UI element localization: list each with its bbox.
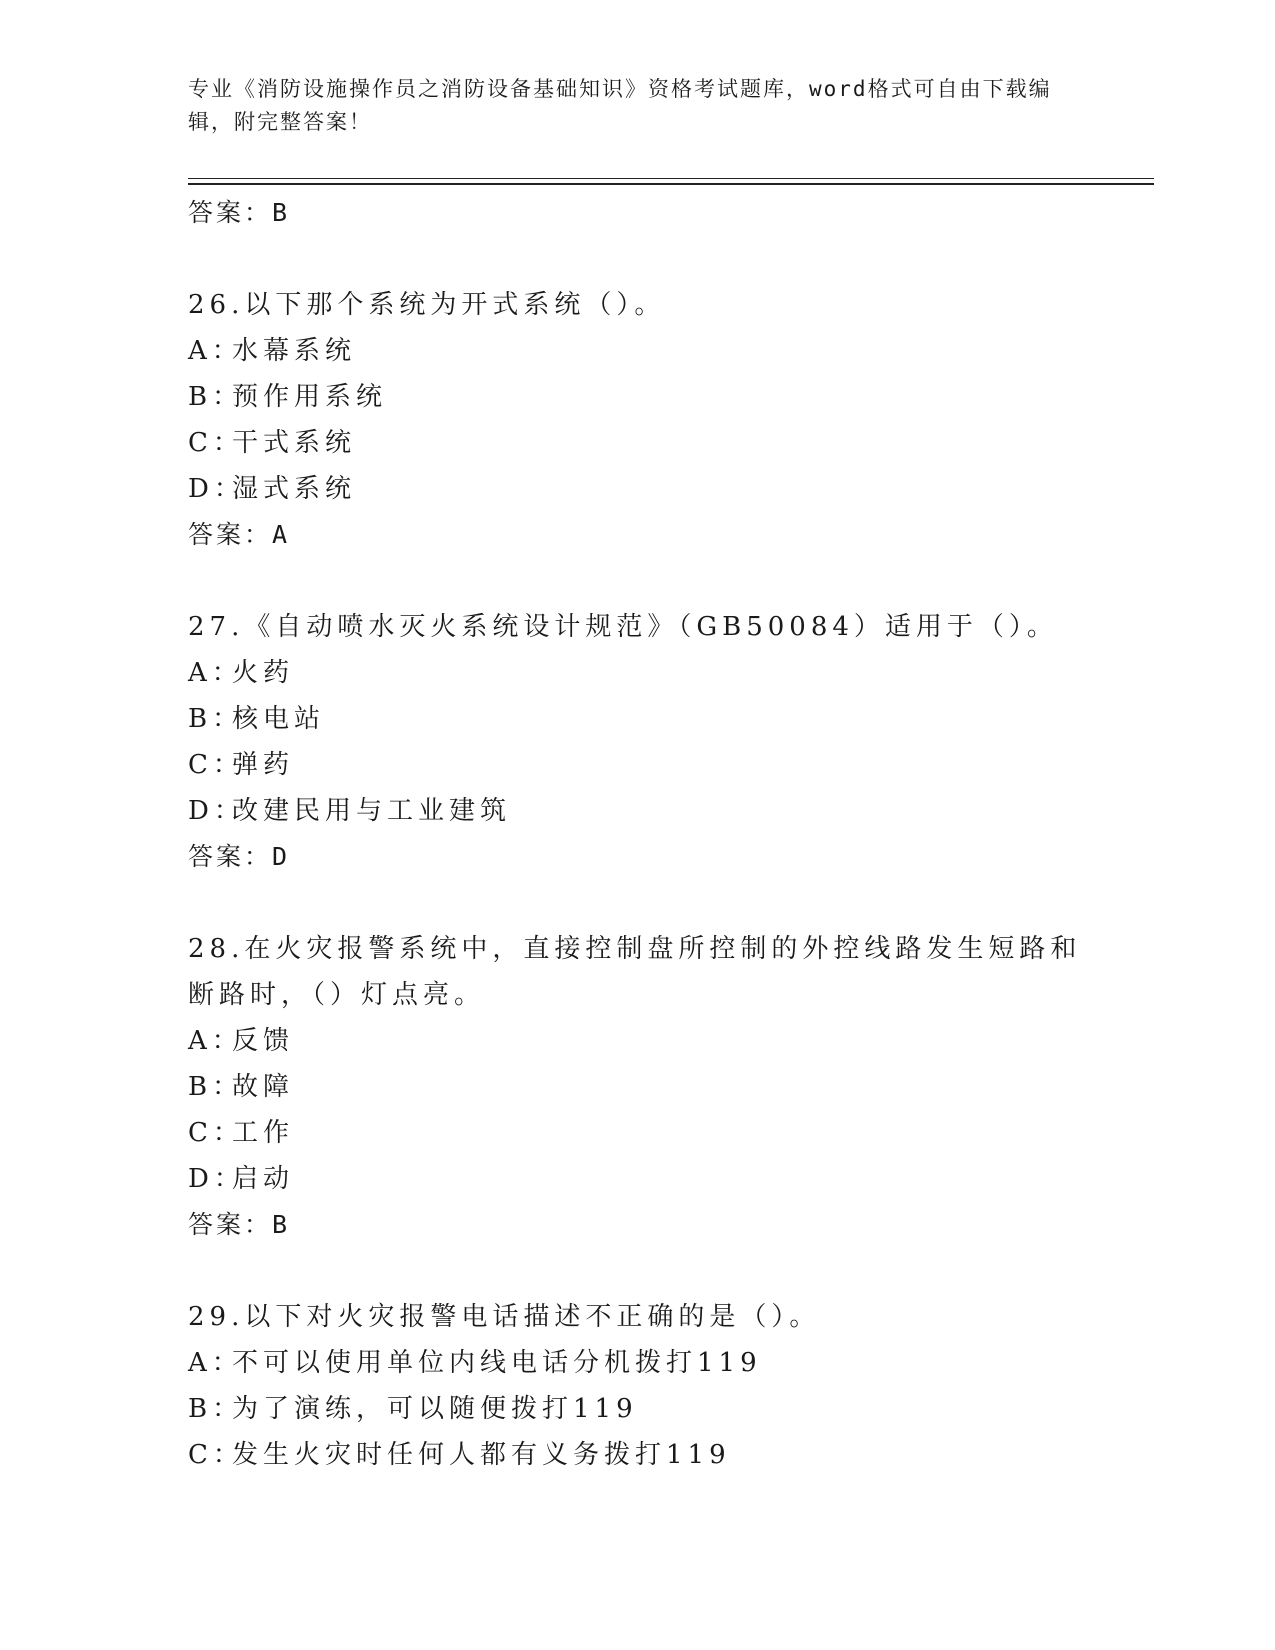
option-letter: D：	[188, 1164, 245, 1194]
question-text: 29.以下对火灾报警电话描述不正确的是（）。	[188, 1302, 821, 1332]
option-text: 干式系统	[232, 428, 357, 458]
option-text: 弹药	[232, 750, 295, 780]
option-letter: C：	[188, 428, 244, 458]
option-a	[188, 1018, 1088, 1064]
header-divider	[188, 178, 1154, 179]
answer-line: 答案：B	[188, 1210, 291, 1239]
option-d	[188, 1156, 1088, 1202]
option-b	[188, 1386, 1088, 1432]
question-block	[188, 604, 1088, 880]
option-text: 故障	[232, 1072, 295, 1102]
option-letter: A：	[188, 336, 243, 366]
option-b	[188, 1064, 1088, 1110]
option-text: 火药	[232, 658, 295, 688]
option-text: 不可以使用单位内线电话分机拨打119	[232, 1348, 762, 1378]
option-text: 预作用系统	[232, 382, 388, 412]
option-d	[188, 788, 1088, 834]
question-text: 27.《自动喷水灭火系统设计规范》（GB50084）适用于（）。	[188, 612, 1058, 642]
option-c	[188, 420, 1088, 466]
question-list	[188, 190, 1088, 1478]
option-text: 反馈	[232, 1026, 295, 1056]
option-a	[188, 1340, 1088, 1386]
option-c	[188, 1432, 1088, 1478]
header-divider-thick	[188, 183, 1154, 185]
option-b	[188, 696, 1088, 742]
question-text: 28.在火灾报警系统中，直接控制盘所控制的外控线路发生短路和断路时，（）灯点亮。	[188, 934, 1082, 1010]
option-d	[188, 466, 1088, 512]
question-block	[188, 926, 1088, 1248]
option-letter: B：	[188, 382, 244, 412]
answer-line: 答案：A	[188, 520, 291, 549]
option-letter: C：	[188, 750, 244, 780]
option-b	[188, 374, 1088, 420]
option-text: 为了演练，可以随便拨打119	[232, 1394, 638, 1424]
question-block	[188, 282, 1088, 558]
option-letter: C：	[188, 1440, 244, 1470]
option-text: 核电站	[232, 704, 326, 734]
question-block	[188, 1294, 1088, 1478]
option-text: 工作	[232, 1118, 295, 1148]
option-letter: B：	[188, 1394, 244, 1424]
option-text: 启动	[232, 1164, 295, 1194]
option-letter: B：	[188, 704, 244, 734]
option-letter: D：	[188, 796, 245, 826]
option-letter: A：	[188, 1026, 243, 1056]
option-text: 改建民用与工业建筑	[232, 796, 512, 826]
option-letter: C：	[188, 1118, 244, 1148]
option-letter: B：	[188, 1072, 244, 1102]
option-text: 湿式系统	[232, 474, 357, 504]
option-c	[188, 742, 1088, 788]
option-letter: A：	[188, 1348, 243, 1378]
answer-line: 答案：B	[188, 198, 291, 227]
option-text: 发生火灾时任何人都有义务拨打119	[232, 1440, 731, 1470]
question-text: 26.以下那个系统为开式系统（）。	[188, 290, 666, 320]
option-letter: A：	[188, 658, 243, 688]
option-a	[188, 650, 1088, 696]
option-c	[188, 1110, 1088, 1156]
option-a	[188, 328, 1088, 374]
document-header: 专业《消防设施操作员之消防设备基础知识》资格考试题库，word格式可自由下载编辑，附完整答案！	[188, 77, 1052, 134]
answer-line: 答案：D	[188, 842, 291, 871]
option-letter: D：	[188, 474, 245, 504]
option-text: 水幕系统	[232, 336, 357, 366]
